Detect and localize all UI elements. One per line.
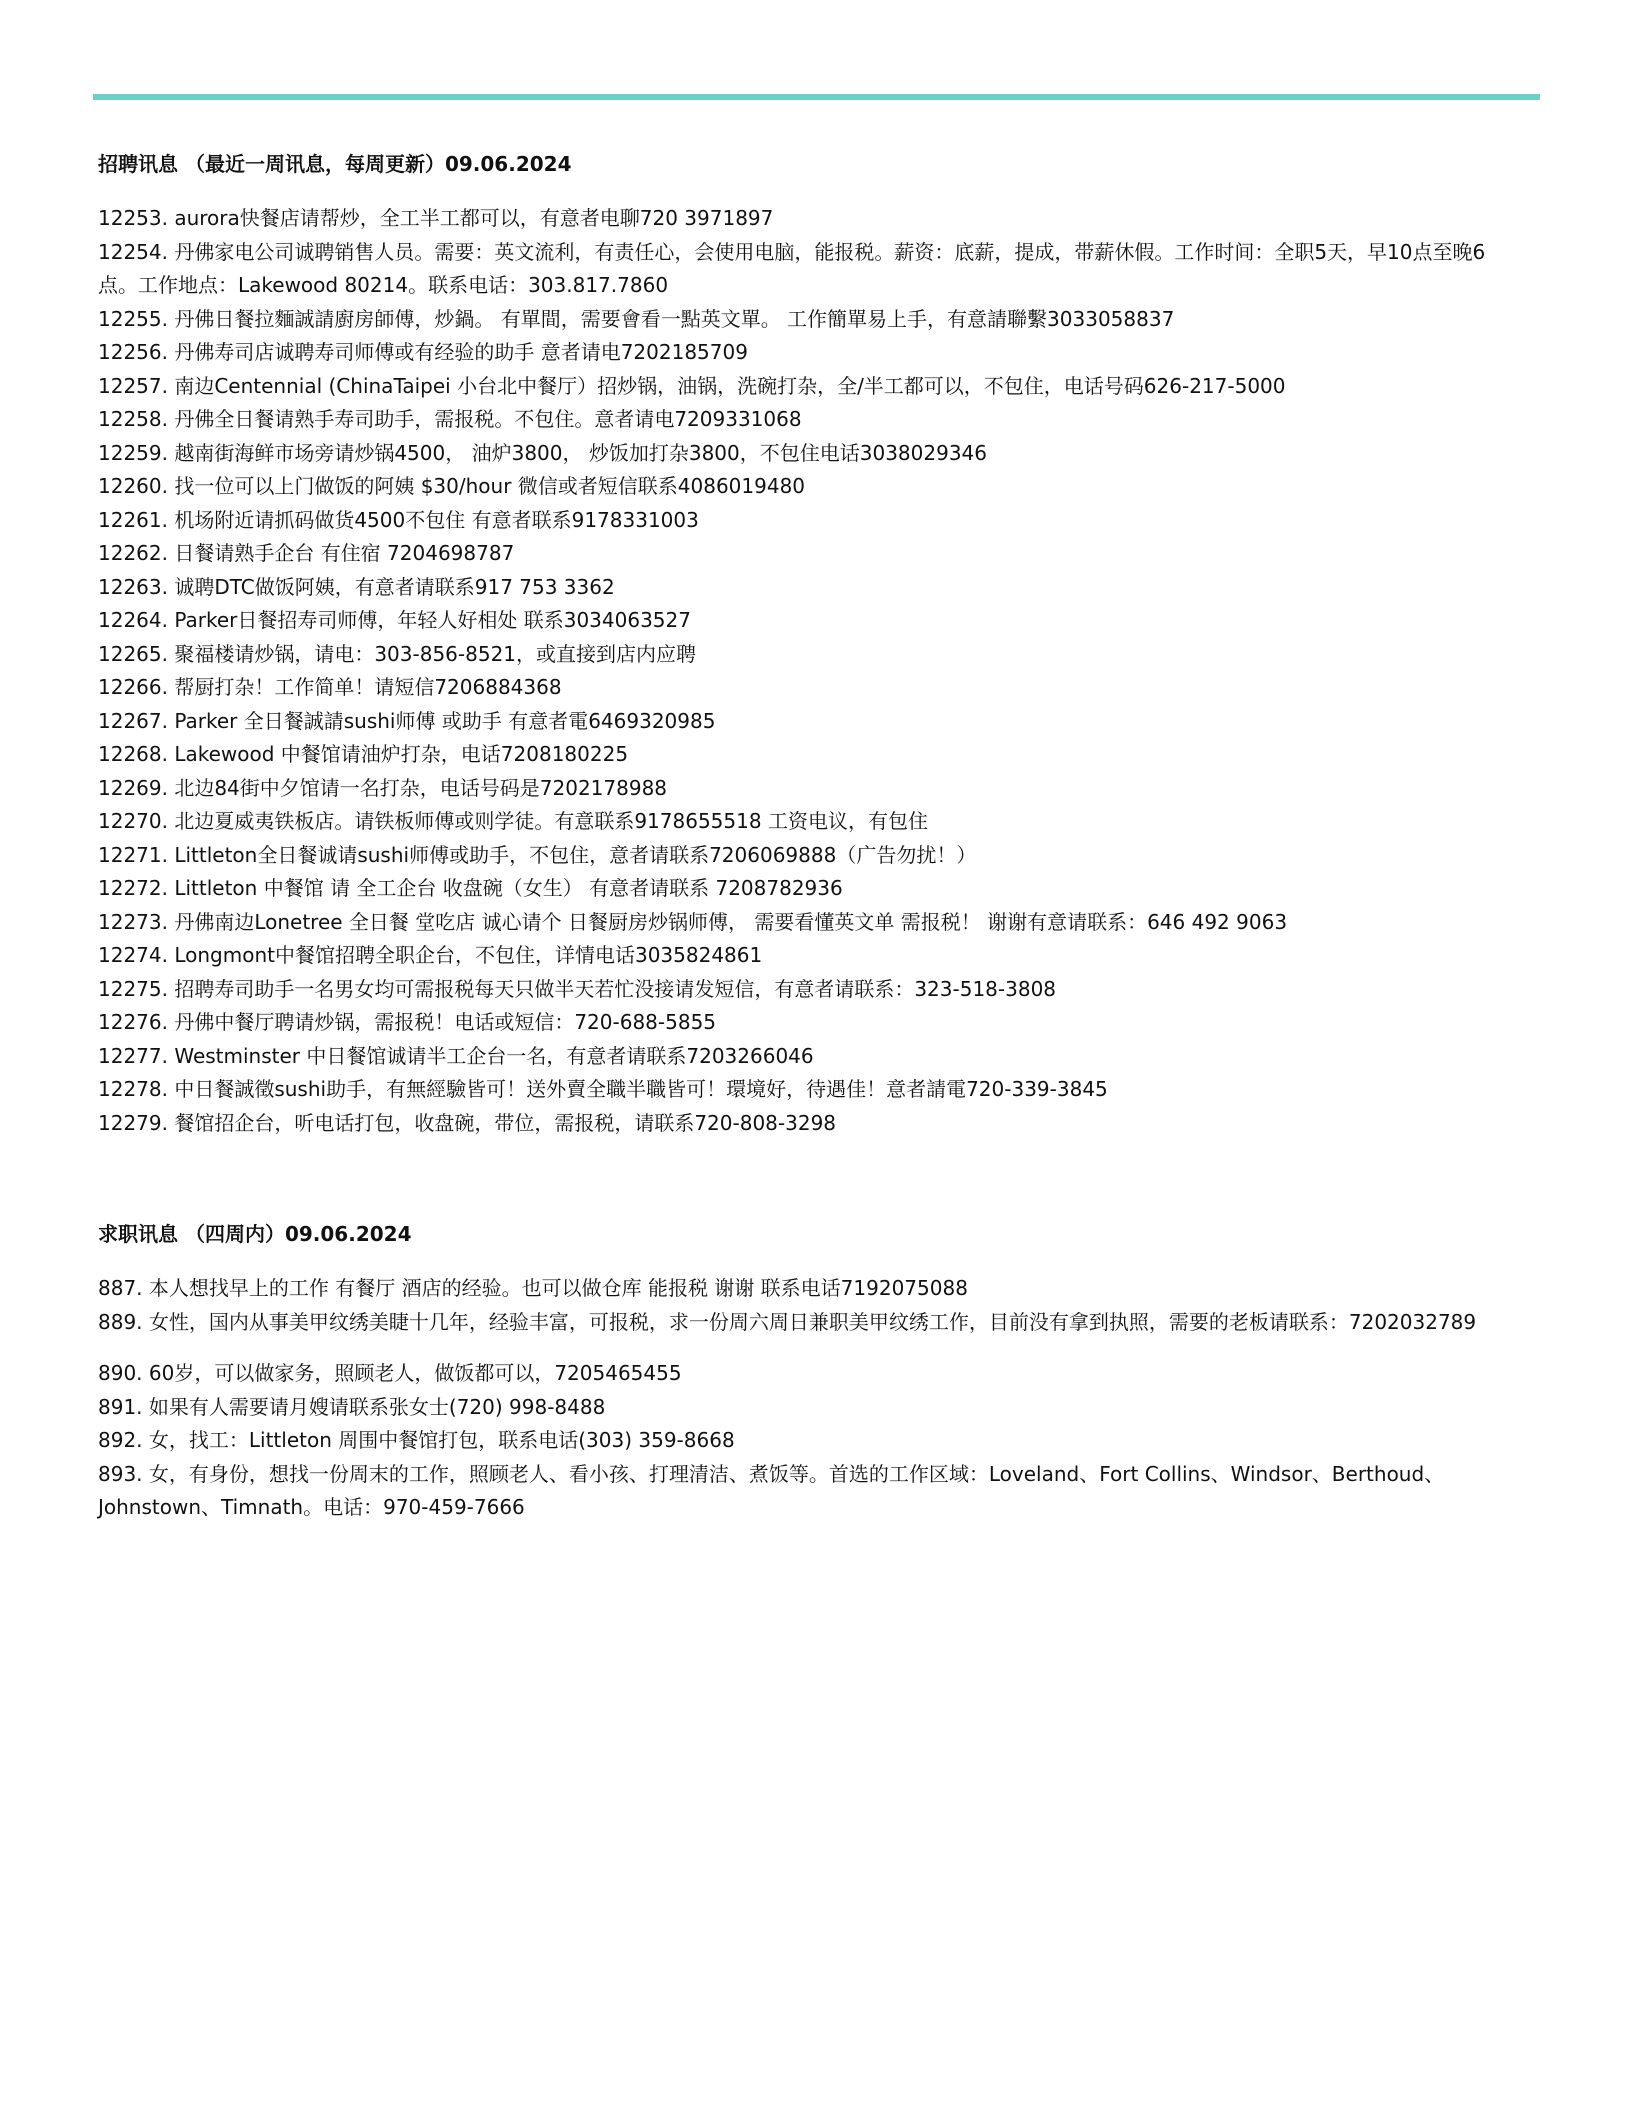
list-item: 893. 女，有身份，想找一份周末的工作，照顾老人、看小孩、打理清洁、煮饭等。首选的工作区域：Loveland、Fort Collins、Windsor、Berthoud、Johnstown、Timnath。电话：970-459-7666 [98, 1461, 1445, 1519]
list-item: 12256. 丹佛寿司店诚聘寿司师傅或有经验的助手 意者请电7202185709 [98, 340, 748, 364]
list-item: 12262. 日餐请熟手企台 有住宿 7204698787 [98, 541, 515, 565]
list-item: 12263. 诚聘DTC做饭阿姨，有意者请联系917 753 3362 [98, 574, 615, 599]
list-item: 12260. 找一位可以上门做饭的阿姨 $30/hour 微信或者短信联系4086019480 [98, 474, 806, 498]
list-item: 12264. Parker日餐招寿司师傅，年轻人好相处 联系3034063527 [98, 608, 691, 632]
list-item: 12253. aurora快餐店请帮炒，全工半工都可以，有意者电聊720 3971897 [98, 206, 774, 230]
page-content [98, 150, 1518, 1525]
top-divider [93, 94, 1540, 100]
list-item: 12269. 北边84街中夕馆请一名打杂，电话号码是7202178988 [98, 775, 668, 800]
list-item: 12267. Parker 全日餐誠請sushi师傅 或助手 有意者電6469320985 [98, 708, 716, 733]
list-item: 887. 本人想找早上的工作 有餐厅 酒店的经验。也可以做仓库 能报税 谢谢 联系电话7192075088 [98, 1276, 968, 1300]
list-item: 12275. 招聘寿司助手一名男女均可需报税每天只做半天若忙没接请发短信，有意者请联系：323-518-3808 [98, 976, 1057, 1001]
list-item: 12258. 丹佛全日餐请熟手寿司助手，需报税。不包住。意者请电7209331068 [98, 407, 802, 431]
list-item: 891. 如果有人需要请月嫂请联系张女士(720) 998-8488 [98, 1394, 606, 1419]
list-item: 12265. 聚福楼请炒锅，请电：303-856-8521，或直接到店内应聘 [98, 641, 697, 666]
seeking-heading: 求职讯息 （四周内）09.06.2024 [98, 1222, 412, 1246]
list-item: 12276. 丹佛中餐厅聘请炒锅，需报税！电话或短信：720-688-5855 [98, 1010, 717, 1034]
list-item: 12277. Westminster 中日餐馆诚请半工企台一名，有意者请联系7203266046 [98, 1043, 814, 1068]
list-item: 12274. Longmont中餐馆招聘全职企台，不包住，详情电话3035824861 [98, 943, 763, 967]
list-item: 12279. 餐馆招企台，听电话打包，收盘碗，带位，需报税，请联系720-808-3298 [98, 1110, 837, 1135]
list-item: 892. 女，找工：Littleton 周围中餐馆打包，联系电话(303) 359-8668 [98, 1428, 735, 1452]
list-item: 12257. 南边Centennial (ChinaTaipei 小台北中餐厅）招炒锅，油锅，洗碗打杂，全/半工都可以，不包住，电话号码626-217-5000 [98, 373, 1286, 398]
list-item: 12270. 北边夏威夷铁板店。请铁板师傅或则学徒。有意联系9178655518 工资电议，有包住 [98, 809, 928, 833]
hiring-heading: 招聘讯息 （最近一周讯息，每周更新）09.06.2024 [98, 152, 572, 176]
list-item: 12268. Lakewood 中餐馆请油炉打杂，电话7208180225 [98, 742, 629, 766]
list-item: 12272. Littleton 中餐馆 请 全工企台 收盘碗（女生） 有意者请联系 7208782936 [98, 876, 843, 900]
list-item: 12271. Littleton全日餐诚请sushi师傅或助手，不包住，意者请联系7206069888（广告勿扰！） [98, 842, 977, 867]
list-item: 12261. 机场附近请抓码做货4500不包住 有意者联系9178331003 [98, 507, 699, 532]
hiring-list [98, 202, 1518, 1140]
list-item: 12266. 帮厨打杂！工作简单！请短信7206884368 [98, 675, 562, 699]
list-item: 889. 女性，国内从事美甲纹绣美睫十几年，经验丰富，可报税，求一份周六周日兼职美甲纹绣工作，目前没有拿到执照，需要的老板请联系：7202032789 [98, 1309, 1477, 1334]
list-item: 12255. 丹佛日餐拉麵誠請廚房師傅，炒鍋。 有單間，需要會看一點英文單。 工作簡單易上手，有意請聯繫3033058837 [98, 306, 1175, 331]
list-item: 890. 60岁，可以做家务，照顾老人，做饭都可以，7205465455 [98, 1361, 682, 1385]
list-item: 12278. 中日餐誠徵sushi助手，有無經驗皆可！送外賣全職半職皆可！環境好，待遇佳！意者請電720-339-3845 [98, 1077, 1108, 1101]
list-item: 12259. 越南街海鲜市场旁请炒锅4500， 油炉3800， 炒饭加打杂3800，不包住电话3038029346 [98, 440, 987, 465]
seeking-list [98, 1272, 1518, 1525]
list-item: 12254. 丹佛家电公司诚聘销售人员。需要：英文流利，有责任心，会使用电脑，能报税。薪资：底薪，提成，带薪休假。工作时间：全职5天，早10点至晚6点。工作地点：Lakewood 80214。联系电话：303.817.7860 [98, 239, 1486, 297]
list-item: 12273. 丹佛南边Lonetree 全日餐 堂吃店 诚心请个 日餐厨房炒锅师傅， 需要看懂英文单 需报税！ 谢谢有意请联系：646 492 9063 [98, 909, 1288, 934]
